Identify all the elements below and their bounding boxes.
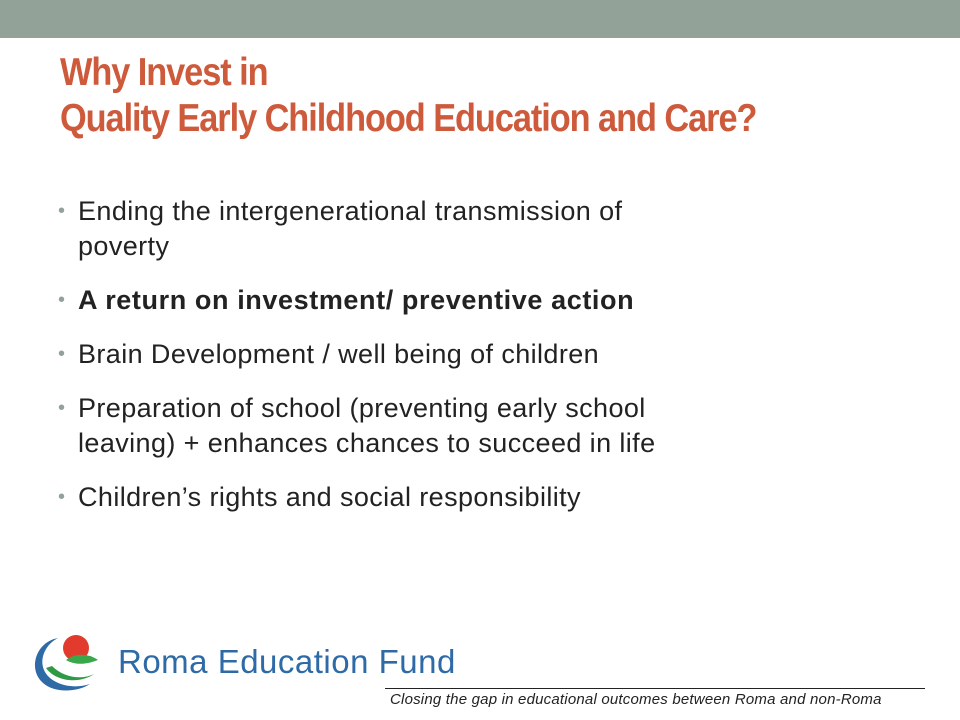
slide-title — [60, 50, 834, 142]
bullet-item-2 — [58, 283, 878, 318]
title-line-1: Why Invest in — [60, 51, 268, 94]
bullet-text-3: Brain Development / well being of children — [78, 339, 600, 369]
bullet-text-1a: Ending the intergenerational transmission of — [78, 196, 623, 226]
bullet-text-1b: poverty — [78, 231, 170, 261]
bullet-item-3 — [58, 337, 878, 372]
title-line-2: Quality Early Childhood Education and Care? — [60, 97, 757, 140]
bullet-dot-icon: • — [58, 486, 66, 508]
bullet-dot-icon: • — [58, 289, 66, 311]
top-accent-bar — [0, 0, 960, 38]
bullet-list — [58, 194, 878, 534]
tagline-divider — [385, 688, 925, 689]
bullet-item-4 — [58, 391, 878, 461]
tagline-text: Closing the gap in educational outcomes between Roma and non-Roma — [390, 691, 882, 708]
bullet-dot-icon: • — [58, 200, 66, 222]
bullet-item-1 — [58, 194, 878, 264]
logo-text: Roma Education Fund — [118, 643, 456, 680]
bullet-dot-icon: • — [58, 397, 66, 419]
roma-education-fund-logo-icon — [28, 630, 114, 696]
bullet-dot-icon: • — [58, 343, 66, 365]
bullet-text-2: A return on investment/ preventive action — [78, 285, 635, 315]
bullet-text-5: Children’s rights and social responsibility — [78, 482, 581, 512]
bullet-text-4a: Preparation of school (preventing early school — [78, 393, 646, 423]
bullet-text-4b: leaving) + enhances chances to succeed in life — [78, 428, 656, 458]
bullet-item-5 — [58, 480, 878, 515]
